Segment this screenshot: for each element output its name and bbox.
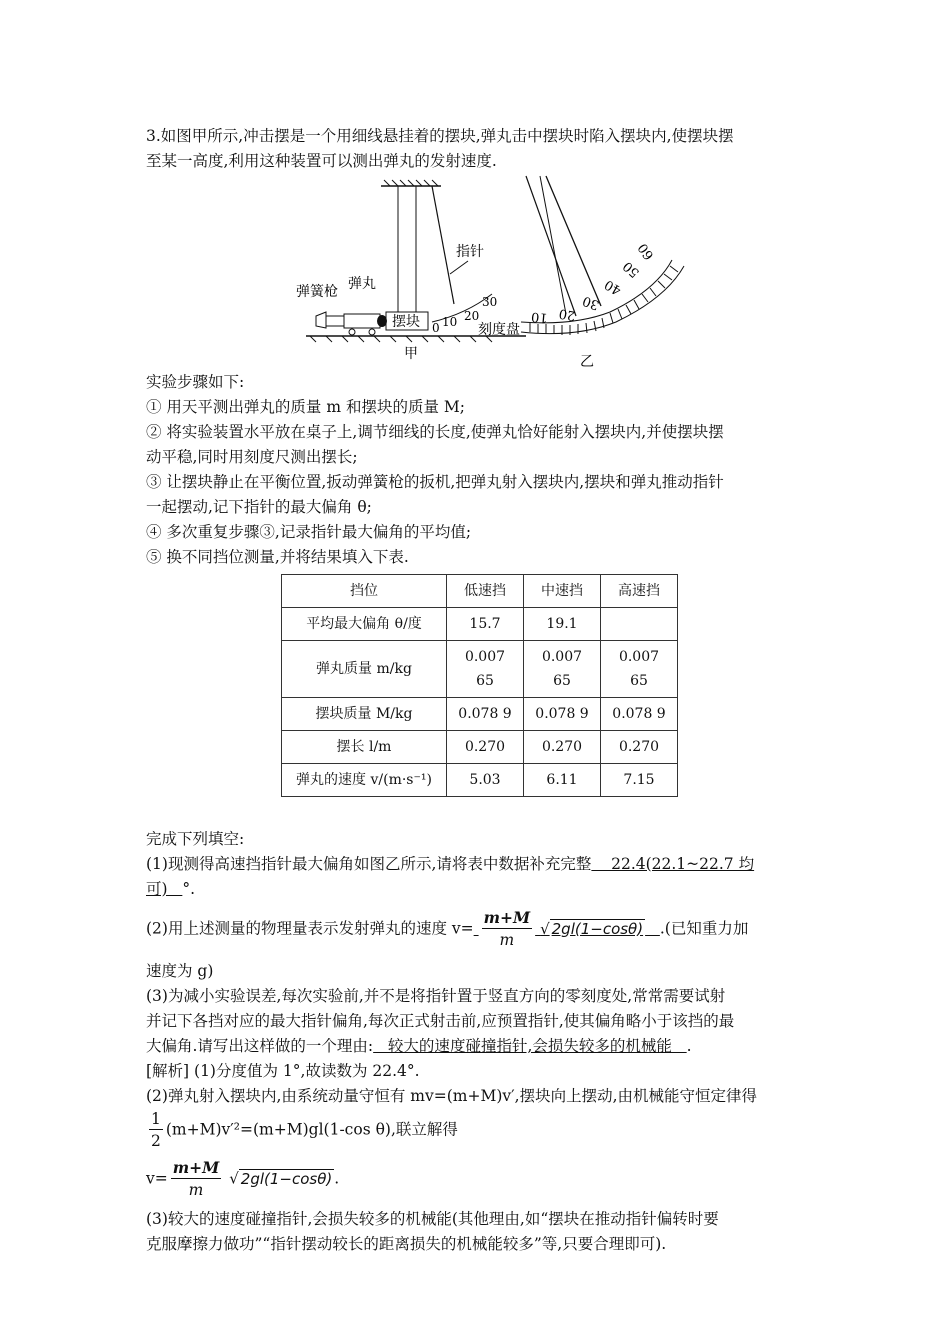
- pointer-leader: [450, 261, 468, 274]
- tick-label-yi: 30: [580, 292, 602, 313]
- apparatus-figure: [146, 176, 806, 370]
- tick-label-yi: 40: [602, 276, 624, 298]
- question-3: (3)为减小实验误差,每次实验前,并不是将指针置于竖直方向的零刻度处,常常需要试射: [146, 987, 726, 1005]
- fraction-numerator: m+M: [172, 1158, 220, 1177]
- table-cell: 0.007 65: [447, 641, 524, 698]
- label-block: 摆块: [392, 314, 420, 330]
- tick-label-yi: 20: [557, 305, 577, 323]
- label-yi: 乙: [580, 354, 594, 370]
- solution-2-result: [146, 1158, 806, 1201]
- question-3-text: 大偏角.请写出这样做的一个理由:: [146, 1037, 374, 1055]
- table-header-row: [282, 575, 678, 608]
- fraction-denominator: m: [188, 1181, 204, 1199]
- step-3-cont: 一起摆动,记下指针的最大偏角 θ;: [146, 498, 372, 516]
- step-4: ④ 多次重复步骤③,记录指针最大偏角的平均值;: [146, 523, 472, 541]
- tick-label-yi: 10: [530, 308, 549, 325]
- fraction: [171, 1158, 222, 1201]
- fraction-denominator: 2: [151, 1132, 161, 1150]
- label-jia: 甲: [404, 346, 418, 362]
- radicand: 2gl(1−cosθ): [551, 919, 644, 938]
- table-cell: 0.270: [447, 731, 524, 764]
- radical: √ 2gl(1−cosθ): [540, 919, 644, 938]
- step-1: ① 用天平测出弹丸的质量 m 和摆块的质量 M;: [146, 398, 466, 416]
- table-cell: 弹丸质量 m/kg: [282, 641, 447, 698]
- solution-3-cont: 克服摩擦力做功”“指针摆动较长的距离损失的机械能较多”等,只要合理即可).: [146, 1235, 667, 1253]
- tick-label-jia: 20: [464, 309, 480, 323]
- data-table: [281, 574, 678, 797]
- solution-3: (3)较大的速度碰撞指针,会损失较多的机械能(其他理由,如“摆块在推动指针偏转时要: [146, 1210, 719, 1228]
- tick-label-jia: 30: [482, 295, 498, 309]
- table-row: [282, 698, 678, 731]
- radicand: 2gl(1−cosθ): [240, 1169, 333, 1188]
- table-header: 挡位: [282, 575, 447, 608]
- question-3-cont: 并记下各挡对应的最大指针偏角,每次正式射击前,应预置指针,使其偏角略小于该挡的最: [146, 1012, 735, 1030]
- table-cell: 7.15: [601, 764, 678, 797]
- table-cell: 0.078 9: [524, 698, 601, 731]
- table-cell: 19.1: [524, 608, 601, 641]
- table-cell-blank: [601, 608, 678, 641]
- table-cell: 摆长 l/m: [282, 731, 447, 764]
- table-cell: 弹丸的速度 v/(m·s⁻¹): [282, 764, 447, 797]
- table-header: 中速挡: [524, 575, 601, 608]
- step-3: ③ 让摆块静止在平衡位置,扳动弹簧枪的扳机,把弹丸射入摆块内,摆块和弹丸推动指针: [146, 473, 724, 491]
- solution-2: (2)弹丸射入摆块内,由系统动量守恒有 mv=(m+M)v′,摆块向上摆动,由机械能守恒定律得: [146, 1087, 758, 1105]
- steps-heading: 实验步骤如下:: [146, 373, 245, 391]
- question-3-suffix: .: [686, 1037, 692, 1055]
- question-1-cont: [146, 877, 806, 902]
- reference-line-yi: [540, 176, 566, 314]
- solution-2-eq: [146, 1109, 806, 1152]
- table-cell: 0.078 9: [601, 698, 678, 731]
- question-1-text: (1)现测得高速挡指针最大偏角如图乙所示,请将表中数据补充完整: [146, 855, 592, 873]
- question-2-cont: 速度为 g): [146, 962, 214, 980]
- fill-heading: 完成下列填空:: [146, 830, 245, 848]
- tick-label-yi: 50: [620, 257, 643, 281]
- table-row: [282, 731, 678, 764]
- table-row: [282, 641, 678, 698]
- answer-2: [474, 908, 660, 949]
- table-row: [282, 608, 678, 641]
- answer-3: 较大的速度碰撞指针,会损失较多的机械能: [373, 1037, 687, 1055]
- pointer-needle: [432, 186, 454, 304]
- step-2: ② 将实验装置水平放在桌子上,调节细线的长度,使弹丸恰好能射入摆块内,并使摆块摆: [146, 423, 724, 441]
- question-2-text: (2)用上述测量的物理量表示发射弹丸的速度 v=: [146, 919, 474, 938]
- question-2-suffix: .(已知重力加: [659, 919, 749, 938]
- fraction: [482, 908, 533, 951]
- table-cell: 0.007 65: [601, 641, 678, 698]
- fraction-numerator: m+M: [483, 908, 531, 927]
- fraction-half: [149, 1109, 163, 1152]
- table-cell: 6.11: [524, 764, 601, 797]
- degree-suffix: °.: [182, 880, 196, 898]
- answer-1-cont: 可): [146, 880, 183, 898]
- worksheet-page: [146, 124, 806, 1257]
- label-pellet: 弹丸: [348, 276, 376, 292]
- tick-label-yi: 60: [635, 240, 658, 263]
- intro-line: 至某一高度,利用这种装置可以测出弹丸的发射速度.: [146, 152, 497, 170]
- table-header: 低速挡: [447, 575, 524, 608]
- fraction-denominator: m: [499, 931, 515, 949]
- table-cell: 平均最大偏角 θ/度: [282, 608, 447, 641]
- label-pointer: 指针: [456, 244, 484, 260]
- fraction-numerator: 1: [151, 1110, 161, 1128]
- intro-line: 3.如图甲所示,冲击摆是一个用细线悬挂着的摆块,弹丸击中摆块时陷入摆块内,使摆块摆: [146, 127, 734, 145]
- table-cell: 0.270: [524, 731, 601, 764]
- table-cell: 摆块质量 M/kg: [282, 698, 447, 731]
- label-gun: 弹簧枪: [296, 284, 338, 300]
- vertical-line-yi: [526, 176, 576, 316]
- table-row: [282, 764, 678, 797]
- label-dial: 刻度盘: [478, 322, 520, 338]
- table-cell: 0.007 65: [524, 641, 601, 698]
- table-cell: 0.270: [601, 731, 678, 764]
- table-cell: 0.078 9: [447, 698, 524, 731]
- table-cell: 5.03: [447, 764, 524, 797]
- ceiling-hatch: [381, 180, 441, 186]
- tick-label-jia: 10: [442, 315, 458, 329]
- answer-1: 22.4(22.1~22.7 均: [591, 855, 755, 873]
- table-header: 高速挡: [601, 575, 678, 608]
- tick-label-jia: 0: [432, 321, 440, 335]
- result-prefix: v=: [146, 1169, 168, 1188]
- pointer-needle-yi: [546, 176, 601, 306]
- solution-1: [解析] (1)分度值为 1°,故读数为 22.4°.: [146, 1062, 420, 1080]
- question-3-cont: [146, 1034, 806, 1059]
- radical: √ 2gl(1−cosθ): [229, 1169, 333, 1188]
- question-1: [146, 852, 806, 877]
- step-5: ⑤ 换不同挡位测量,并将结果填入下表.: [146, 548, 409, 566]
- dial-ticks-yi: [530, 266, 678, 335]
- question-2: [146, 908, 806, 951]
- solution-2-eq-text: (m+M)v′²=(m+M)gl(1-cos θ),联立解得: [165, 1120, 458, 1139]
- step-2-cont: 动平稳,同时用刻度尺测出摆长;: [146, 448, 358, 466]
- table-cell: 15.7: [447, 608, 524, 641]
- apparatus-diagram: [146, 176, 806, 370]
- result-suffix: .: [334, 1169, 340, 1188]
